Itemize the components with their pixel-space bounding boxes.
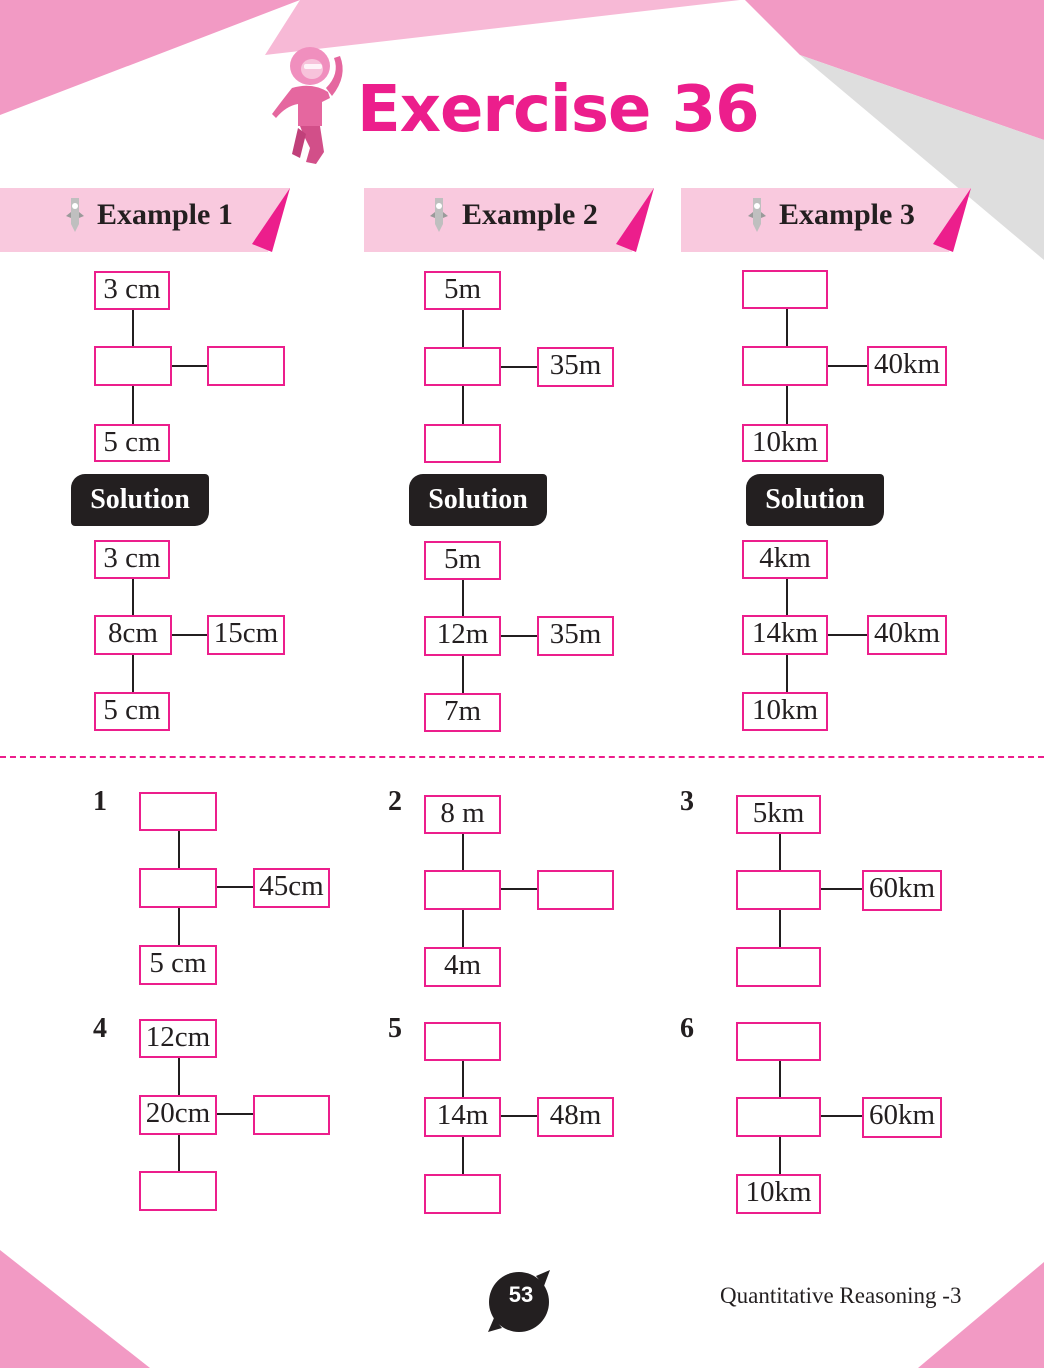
example-3-solution-right-box: 40km bbox=[867, 615, 947, 655]
example-2-bottom-box bbox=[424, 424, 501, 463]
example-2-top-box: 5m bbox=[424, 271, 501, 310]
example-2-solution-right-box: 35m bbox=[537, 616, 614, 656]
pencil-icon bbox=[746, 196, 768, 234]
connector-line bbox=[462, 579, 464, 617]
connector-line bbox=[462, 385, 464, 425]
exercise-3-right-box: 60km bbox=[862, 870, 942, 911]
connector-line bbox=[462, 909, 464, 949]
exercise-2-bottom-box: 4m bbox=[424, 947, 501, 987]
exercise-5-center-box: 14m bbox=[424, 1097, 501, 1137]
example-3-solution-top-box: 4km bbox=[742, 540, 828, 579]
example-1-solution-bottom-box: 5 cm bbox=[94, 692, 170, 731]
exercise-1-top-box[interactable] bbox=[139, 792, 217, 831]
example-1-solution-top-box: 3 cm bbox=[94, 540, 170, 579]
example-3-heading: Example 3 bbox=[779, 198, 915, 231]
example-3-solution-bottom-box: 10km bbox=[742, 692, 828, 731]
question-number: 3 bbox=[680, 786, 694, 817]
exercise-1-right-box: 45cm bbox=[253, 868, 330, 908]
question-number: 4 bbox=[93, 1013, 107, 1044]
connector-line bbox=[462, 1060, 464, 1099]
exercise-4-top-box: 12cm bbox=[139, 1019, 217, 1058]
pencil-icon bbox=[428, 196, 450, 234]
exercise-2-right-box[interactable] bbox=[537, 870, 614, 910]
connector-line bbox=[171, 365, 208, 367]
example-3-top-box bbox=[742, 270, 828, 309]
connector-line bbox=[786, 308, 788, 347]
connector-line bbox=[178, 907, 180, 947]
exercise-6-center-box[interactable] bbox=[736, 1097, 821, 1137]
question-number: 6 bbox=[680, 1013, 694, 1044]
exercise-4-right-box[interactable] bbox=[253, 1095, 330, 1135]
pencil-icon bbox=[64, 196, 86, 234]
example-3-solution-center-box: 14km bbox=[742, 615, 828, 655]
connector-line bbox=[462, 655, 464, 695]
solution-label: Solution bbox=[746, 474, 884, 526]
connector-line bbox=[462, 1136, 464, 1176]
exercise-2-top-box: 8 m bbox=[424, 795, 501, 834]
exercise-6-top-box[interactable] bbox=[736, 1022, 821, 1061]
connector-line bbox=[132, 385, 134, 425]
exercise-5-top-box[interactable] bbox=[424, 1022, 501, 1061]
exercise-3-bottom-box[interactable] bbox=[736, 947, 821, 987]
exercise-1-bottom-box: 5 cm bbox=[139, 945, 217, 985]
example-2-right-box: 35m bbox=[537, 347, 614, 387]
exercise-6-bottom-box: 10km bbox=[736, 1174, 821, 1214]
connector-line bbox=[779, 909, 781, 949]
section-divider bbox=[0, 756, 1044, 758]
connector-line bbox=[786, 385, 788, 425]
exercise-5-bottom-box[interactable] bbox=[424, 1174, 501, 1214]
example-1-center-box bbox=[94, 346, 172, 386]
connector-line bbox=[462, 309, 464, 347]
example-1-solution-right-box: 15cm bbox=[207, 615, 285, 655]
solution-label: Solution bbox=[71, 474, 209, 526]
connector-line bbox=[779, 1136, 781, 1176]
book-title: Quantitative Reasoning -3 bbox=[720, 1283, 962, 1308]
exercise-title: Exercise 36 bbox=[357, 73, 759, 147]
girl-mascot-illustration bbox=[270, 44, 352, 168]
connector-line bbox=[132, 309, 134, 347]
connector-line bbox=[171, 634, 208, 636]
example-1-top-box: 3 cm bbox=[94, 271, 170, 310]
question-number: 5 bbox=[388, 1013, 402, 1044]
connector-line bbox=[827, 365, 868, 367]
connector-line bbox=[217, 1113, 254, 1115]
exercise-4-center-box: 20cm bbox=[139, 1095, 217, 1135]
example-3-right-box: 40km bbox=[867, 346, 947, 386]
connector-line bbox=[827, 634, 868, 636]
example-3-bottom-box: 10km bbox=[742, 424, 828, 462]
connector-line bbox=[500, 635, 538, 637]
connector-line bbox=[500, 888, 538, 890]
question-number: 1 bbox=[93, 786, 107, 817]
connector-line bbox=[132, 578, 134, 616]
example-2-solution-top-box: 5m bbox=[424, 541, 501, 580]
example-2-solution-center-box: 12m bbox=[424, 616, 501, 656]
connector-line bbox=[178, 830, 180, 870]
connector-line bbox=[779, 1060, 781, 1099]
solution-label: Solution bbox=[409, 474, 547, 526]
exercise-2-center-box[interactable] bbox=[424, 870, 501, 910]
connector-line bbox=[786, 654, 788, 694]
connector-line bbox=[500, 1115, 538, 1117]
connector-line bbox=[779, 833, 781, 872]
exercise-3-center-box[interactable] bbox=[736, 870, 821, 910]
exercise-1-center-box[interactable] bbox=[139, 868, 217, 908]
page-number: 53 bbox=[508, 1282, 534, 1307]
exercise-4-bottom-box[interactable] bbox=[139, 1171, 217, 1211]
connector-line bbox=[178, 1057, 180, 1097]
example-2-center-box bbox=[424, 347, 501, 386]
connector-line bbox=[500, 366, 538, 368]
example-1-bottom-box: 5 cm bbox=[94, 424, 170, 462]
example-2-heading: Example 2 bbox=[462, 198, 598, 231]
connector-line bbox=[217, 886, 254, 888]
connector-line bbox=[462, 833, 464, 872]
question-number: 2 bbox=[388, 786, 402, 817]
exercise-6-right-box: 60km bbox=[862, 1097, 942, 1138]
connector-line bbox=[786, 578, 788, 616]
exercise-5-right-box: 48m bbox=[537, 1097, 614, 1137]
example-1-heading: Example 1 bbox=[97, 198, 233, 231]
example-2-solution-bottom-box: 7m bbox=[424, 693, 501, 732]
connector-line bbox=[820, 1115, 863, 1117]
example-3-center-box bbox=[742, 346, 828, 386]
example-1-solution-center-box: 8cm bbox=[94, 615, 172, 655]
connector-line bbox=[820, 888, 863, 890]
connector-line bbox=[132, 654, 134, 694]
connector-line bbox=[178, 1133, 180, 1173]
exercise-3-top-box: 5km bbox=[736, 795, 821, 834]
example-1-right-box bbox=[207, 346, 285, 386]
